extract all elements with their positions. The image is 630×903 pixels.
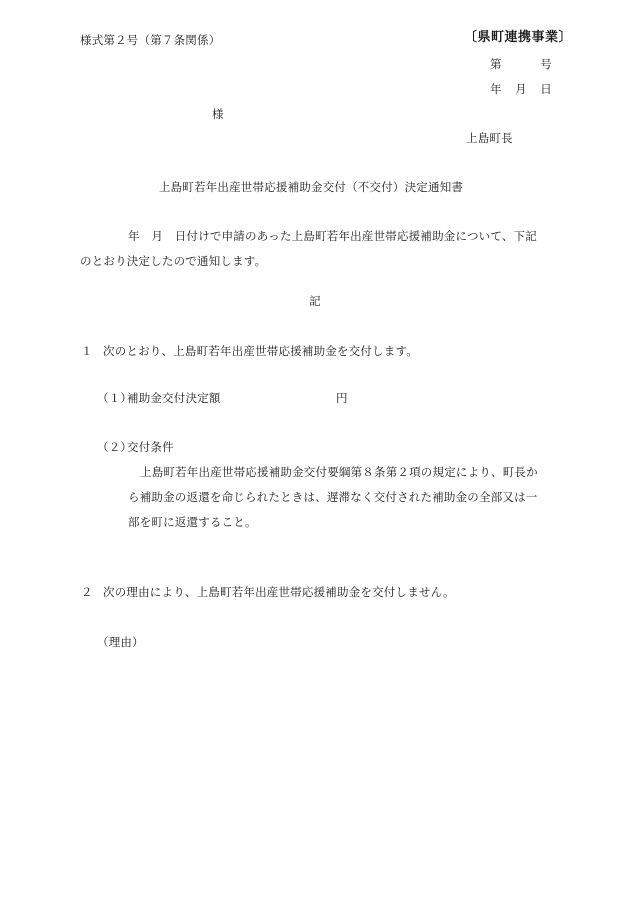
document-number-suffix: 号 <box>540 57 552 71</box>
item-2 <box>81 585 455 600</box>
subitem-2-number: （２） <box>97 440 133 454</box>
ki-heading <box>0 294 630 309</box>
addressee-suffix: 様 <box>212 107 224 121</box>
item-1-text: 次のとおり、上島町若年出産世帯応援補助金を交付します。 <box>103 344 418 358</box>
subitem-1-unit: 円 <box>336 391 348 405</box>
document-title-text: 上島町若年出産世帯応援補助金交付（不交付）決定通知書 <box>158 180 464 194</box>
subitem-2 <box>97 440 174 455</box>
item-1 <box>81 344 418 359</box>
item-1-number: １ <box>81 344 93 358</box>
date-month-label: 月 <box>515 82 527 96</box>
item-2-number: ２ <box>81 585 93 599</box>
subitem-1-number: （１） <box>97 391 133 405</box>
document-number-row <box>490 57 552 72</box>
document-title <box>0 180 630 195</box>
category-tag: 〔県町連携事業〕 <box>464 30 573 45</box>
issue-date-row <box>490 82 552 97</box>
intro-line-2: のとおり決定したので通知します。 <box>80 254 267 268</box>
condition-line-2: ら補助金の返還を命じられたときは、遅滞なく交付された補助金の全部又は一 <box>128 490 538 504</box>
subitem-1 <box>97 391 348 406</box>
issuer: 上島町長 <box>466 131 513 145</box>
intro-line-1: 年 月 日付けで申請のあった上島町若年出産世帯応援補助金について、下記 <box>128 229 537 243</box>
condition-line-1: 上島町若年出産世帯応援補助金交付要綱第８条第２項の規定により、町長か <box>140 465 538 479</box>
subitem-2-label: 交付条件 <box>127 440 174 454</box>
reason-label: （理由） <box>97 635 144 649</box>
ki-heading-text: 記 <box>309 294 321 308</box>
condition-line-3: 部を町に返還すること。 <box>128 515 257 529</box>
subitem-1-label: 補助金交付決定額 <box>127 391 221 405</box>
item-2-text: 次の理由により、上島町若年出産世帯応援補助金を交付しません。 <box>103 585 455 599</box>
document-number-prefix: 第 <box>490 57 502 71</box>
form-number: 様式第２号（第７条関係） <box>80 33 221 47</box>
date-day-label: 日 <box>540 82 552 96</box>
date-year-label: 年 <box>490 82 502 96</box>
